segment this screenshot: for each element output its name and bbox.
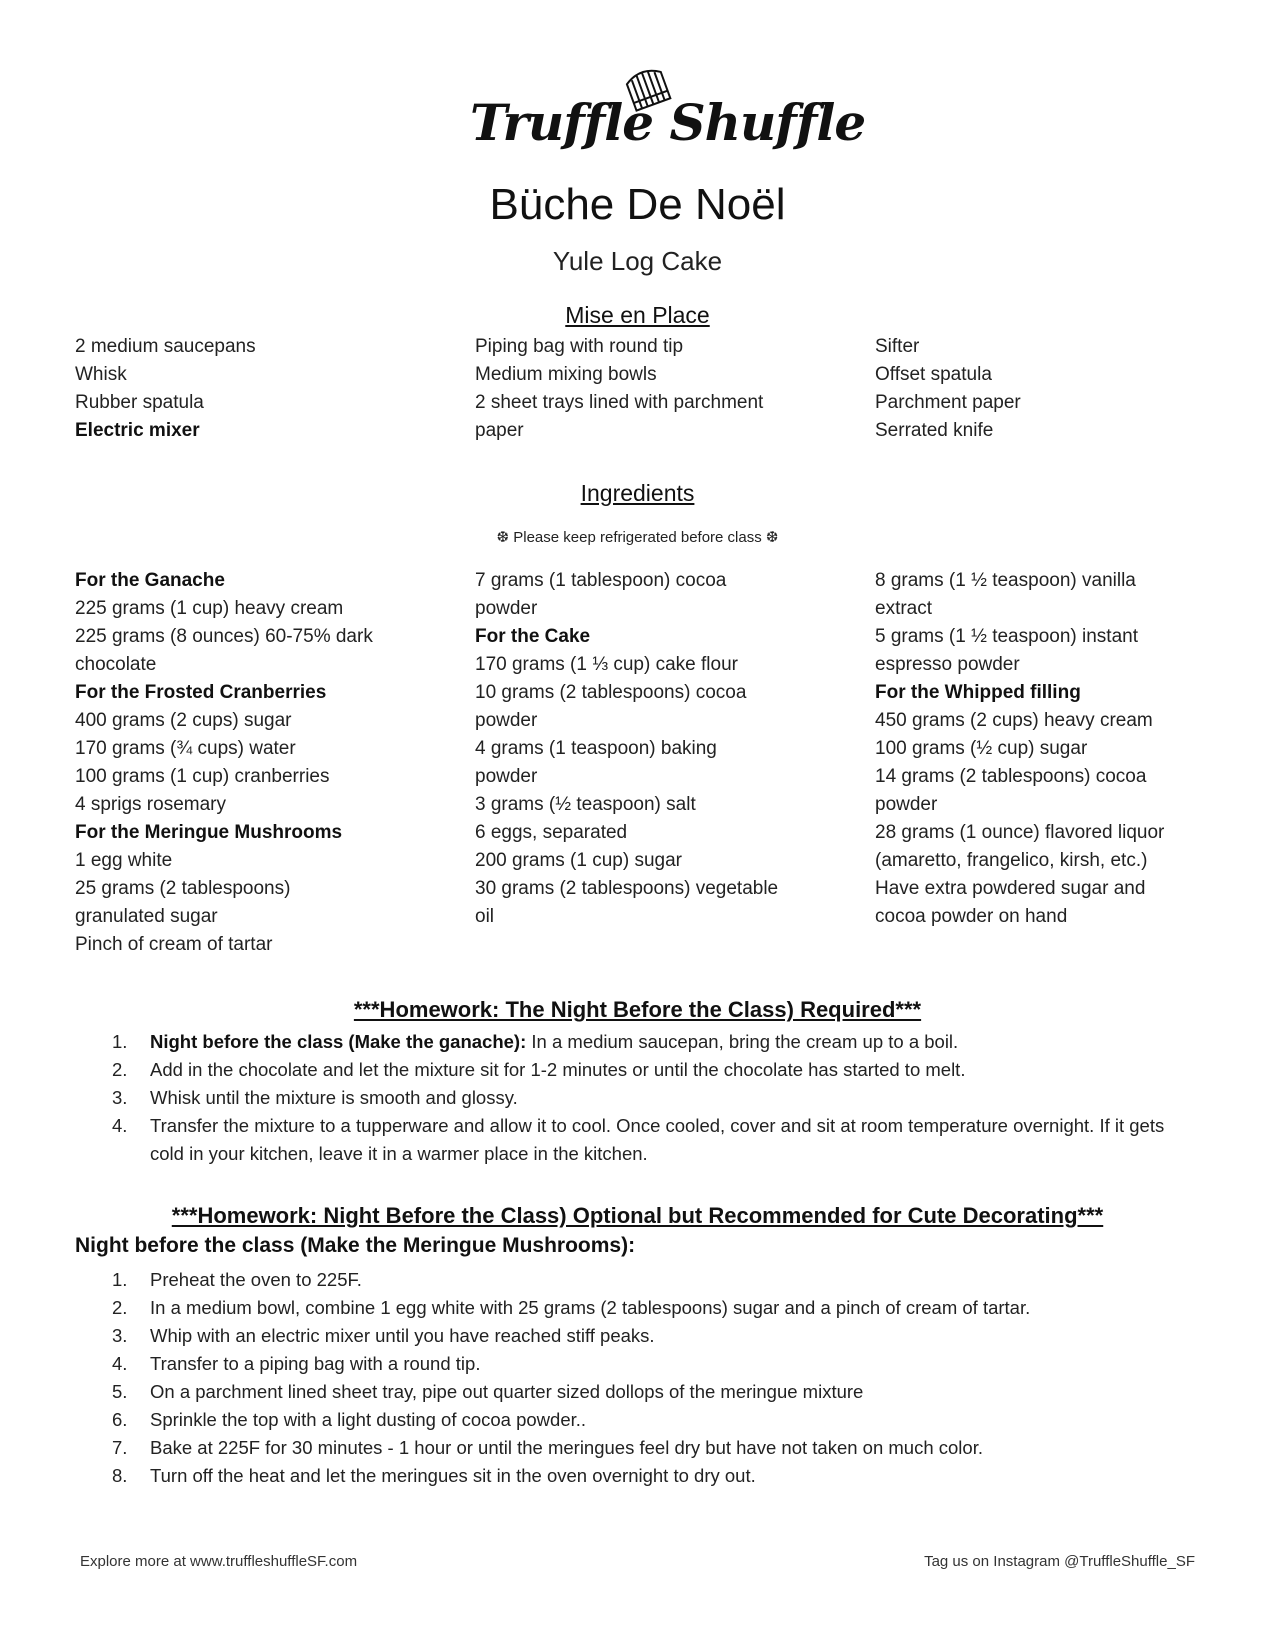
homework-required-steps	[110, 1028, 1200, 1168]
step-text: Transfer to a piping bag with a round tip.	[150, 1353, 481, 1374]
step-item	[110, 1378, 1200, 1406]
ingredient-item: 4 grams (1 teaspoon) baking	[475, 738, 717, 759]
ingredient-item: Pinch of cream of tartar	[75, 934, 273, 955]
step-item	[110, 1028, 1200, 1056]
ingredient-item: cocoa powder on hand	[875, 906, 1068, 927]
ingredients-column-2	[475, 567, 845, 931]
ingredient-item: 400 grams (2 cups) sugar	[75, 710, 292, 731]
step-text: Bake at 225F for 30 minutes - 1 hour or until the meringues feel dry but have not taken on much color.	[150, 1437, 983, 1458]
ingredient-item: 100 grams (½ cup) sugar	[875, 738, 1088, 759]
footer-instagram[interactable]: Tag us on Instagram @TruffleShuffle_SF	[924, 1553, 1195, 1570]
refrigerate-note: ❆ Please keep refrigerated before class ❆	[496, 529, 779, 546]
step-text: Sprinkle the top with a light dusting of cocoa powder..	[150, 1409, 587, 1430]
step-text: Whisk until the mixture is smooth and glossy.	[150, 1087, 518, 1108]
list-item: paper	[475, 420, 524, 441]
step-number: 1.	[112, 1269, 128, 1290]
step-number: 4.	[112, 1115, 128, 1136]
ingredient-item: (amaretto, frangelico, kirsh, etc.)	[875, 850, 1148, 871]
page-subtitle: Yule Log Cake	[552, 246, 723, 276]
ingredient-item: 170 grams (1 ⅓ cup) cake flour	[475, 654, 738, 675]
step-number: 7.	[112, 1437, 128, 1458]
step-text: Turn off the heat and let the meringues sit in the oven overnight to dry out.	[150, 1465, 756, 1486]
ingredients-heading: Ingredients	[580, 480, 695, 506]
step-item	[110, 1434, 1200, 1462]
ingredient-item: 200 grams (1 cup) sugar	[475, 850, 682, 871]
step-number: 4.	[112, 1353, 128, 1374]
step-item	[110, 1406, 1200, 1434]
list-item: Electric mixer	[75, 420, 200, 441]
ingredient-item: powder	[875, 794, 938, 815]
step-text: In a medium bowl, combine 1 egg white with 25 grams (2 tablespoons) sugar and a pinch of cream of tartar.	[150, 1297, 1031, 1318]
step-number: 2.	[112, 1059, 128, 1080]
step-item	[110, 1112, 1200, 1168]
mise-en-place-heading: Mise en Place	[565, 302, 710, 328]
ingredients-column-3	[875, 567, 1245, 931]
ingredient-item: powder	[475, 710, 538, 731]
ingredient-item: 30 grams (2 tablespoons) vegetable	[475, 878, 779, 899]
step-text: Preheat the oven to 225F.	[150, 1269, 362, 1290]
step-text: On a parchment lined sheet tray, pipe out quarter sized dollops of the meringue mixture	[150, 1381, 864, 1402]
step-item	[110, 1322, 1200, 1350]
step-text: In a medium saucepan, bring the cream up to a boil.	[526, 1031, 959, 1052]
step-text: Add in the chocolate and let the mixture sit for 1-2 minutes or until the chocolate has started to melt.	[150, 1059, 966, 1080]
ingredient-group-heading: For the Frosted Cranberries	[75, 682, 327, 703]
ingredient-item: 14 grams (2 tablespoons) cocoa	[875, 766, 1147, 787]
list-item: Medium mixing bowls	[475, 364, 657, 385]
ingredient-group-heading: For the Meringue Mushrooms	[75, 822, 343, 843]
step-bold-lead: Night before the class (Make the ganache):	[150, 1031, 527, 1052]
mise-en-place-column-3	[875, 333, 1245, 445]
step-number: 2.	[112, 1297, 128, 1318]
step-item	[110, 1056, 1200, 1084]
ingredient-item: 1 egg white	[75, 850, 173, 871]
ingredient-item: chocolate	[75, 654, 157, 675]
ingredient-item: 100 grams (1 cup) cranberries	[75, 766, 330, 787]
ingredient-group-heading: For the Ganache	[75, 570, 225, 591]
ingredient-item: powder	[475, 598, 538, 619]
ingredient-item: oil	[475, 906, 495, 927]
list-item: 2 sheet trays lined with parchment	[475, 392, 764, 413]
list-item: Sifter	[875, 336, 920, 357]
ingredient-item: 225 grams (8 ounces) 60-75% dark	[75, 626, 373, 647]
homework-optional-steps	[110, 1266, 1200, 1490]
step-number: 1.	[112, 1031, 128, 1052]
step-number: 5.	[112, 1381, 128, 1402]
logo-wordmark: Truffle Shuffle	[470, 93, 866, 152]
step-item	[110, 1350, 1200, 1378]
ingredient-item: Have extra powdered sugar and	[875, 878, 1146, 899]
ingredient-item: 4 sprigs rosemary	[75, 794, 226, 815]
ingredient-item: 5 grams (1 ½ teaspoon) instant	[875, 626, 1138, 647]
ingredient-item: 170 grams (¾ cups) water	[75, 738, 296, 759]
step-number: 3.	[112, 1087, 128, 1108]
ingredient-item: 6 eggs, separated	[475, 822, 628, 843]
homework-required-heading: ***Homework: The Night Before the Class) Required***	[353, 997, 922, 1022]
brand-logo	[470, 65, 866, 180]
ingredient-item: 25 grams (2 tablespoons)	[75, 878, 291, 899]
ingredient-item: 10 grams (2 tablespoons) cocoa	[475, 682, 747, 703]
list-item: 2 medium saucepans	[75, 336, 256, 357]
ingredient-item: 28 grams (1 ounce) flavored liquor	[875, 822, 1165, 843]
ingredient-item: espresso powder	[875, 654, 1020, 675]
ingredient-group-heading: For the Cake	[475, 626, 591, 647]
step-number: 8.	[112, 1465, 128, 1486]
step-number: 3.	[112, 1325, 128, 1346]
step-text: Whip with an electric mixer until you have reached stiff peaks.	[150, 1325, 655, 1346]
list-item: Parchment paper	[875, 392, 1021, 413]
page-title: Büche De Noël	[489, 180, 786, 229]
ingredient-item: 7 grams (1 tablespoon) cocoa	[475, 570, 727, 591]
ingredient-item: 450 grams (2 cups) heavy cream	[875, 710, 1153, 731]
step-item	[110, 1266, 1200, 1294]
ingredient-item: granulated sugar	[75, 906, 218, 927]
list-item: Offset spatula	[875, 364, 992, 385]
step-text: Transfer the mixture to a tupperware and allow it to cool. Once cooled, cover and sit at room temperature overnight. If it gets cold in your kitchen, leave it in a warmer place in the kitchen.	[150, 1115, 1165, 1164]
list-item: Whisk	[75, 364, 127, 385]
mise-en-place-column-1	[75, 333, 445, 445]
ingredients-column-1	[75, 567, 445, 959]
ingredient-item: 225 grams (1 cup) heavy cream	[75, 598, 344, 619]
step-item	[110, 1462, 1200, 1490]
ingredient-item: 3 grams (½ teaspoon) salt	[475, 794, 696, 815]
ingredient-item: powder	[475, 766, 538, 787]
footer-website[interactable]: Explore more at www.truffleshuffleSF.com	[80, 1553, 358, 1570]
step-item	[110, 1294, 1200, 1322]
list-item: Serrated knife	[875, 420, 994, 441]
list-item: Piping bag with round tip	[475, 336, 684, 357]
mise-en-place-column-2	[475, 333, 845, 445]
step-number: 6.	[112, 1409, 128, 1430]
step-item	[110, 1084, 1200, 1112]
ingredient-item: extract	[875, 598, 933, 619]
list-item: Rubber spatula	[75, 392, 204, 413]
homework-optional-heading: ***Homework: Night Before the Class) Optional but Recommended for Cute Decorating***	[171, 1203, 1104, 1228]
ingredient-group-heading: For the Whipped filling	[875, 682, 1081, 703]
meringue-subheading: Night before the class (Make the Meringue Mushrooms):	[75, 1234, 636, 1257]
ingredient-item: 8 grams (1 ½ teaspoon) vanilla	[875, 570, 1136, 591]
